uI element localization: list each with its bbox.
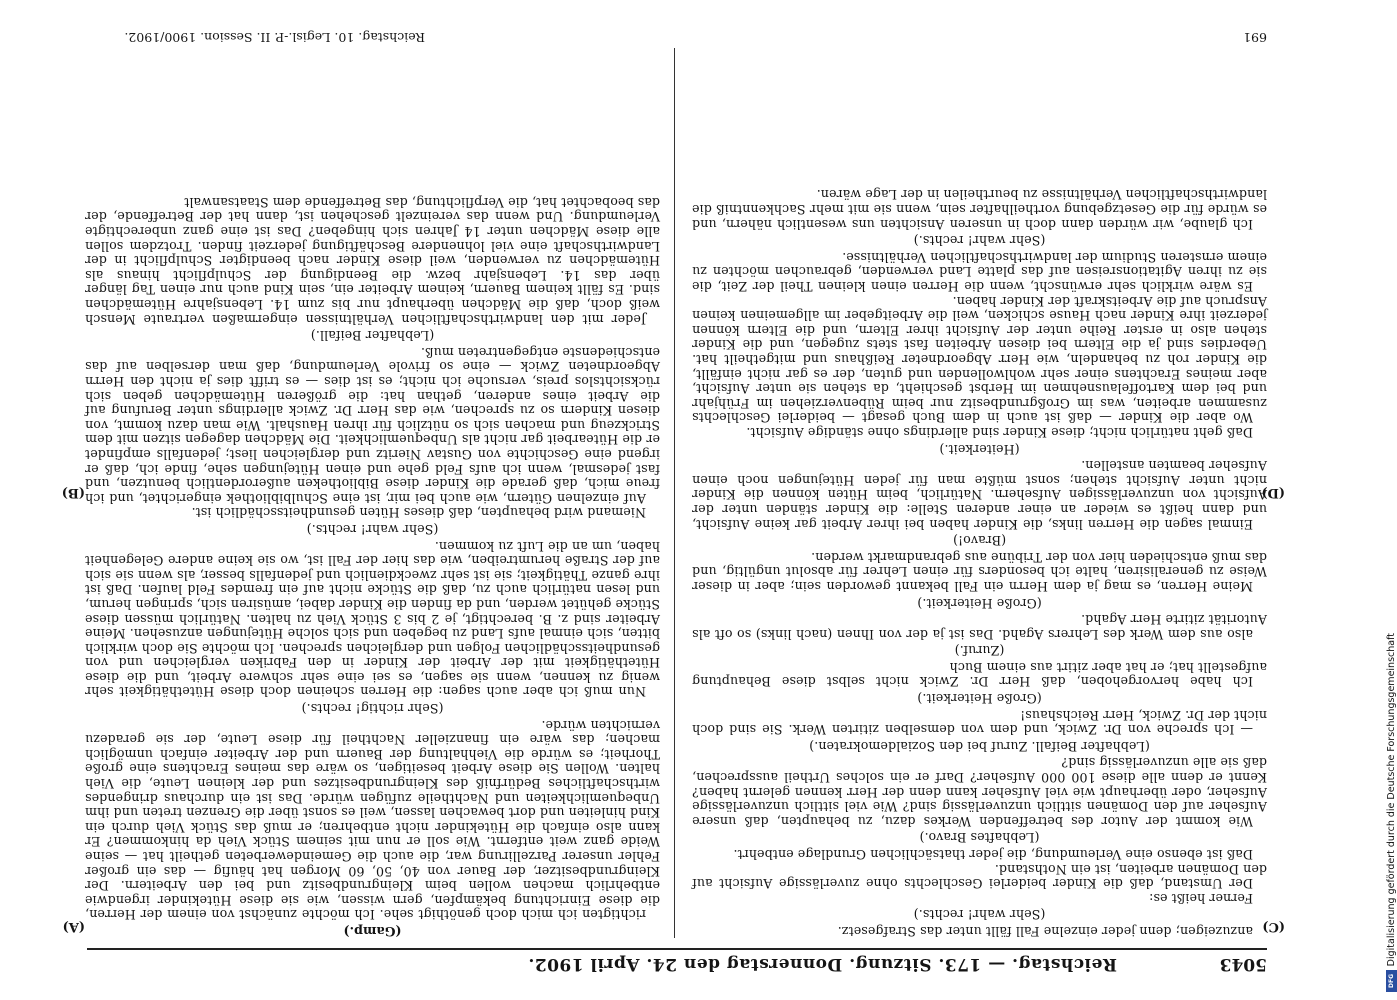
paragraph: Nun muß ich aber auch sagen: die Herren scheinen doch diese Hütethätigkeit sehr wenig zu kennen, wenn sie sagen, es sei eine sehr schwere Arbeit, und die diese Hütethätigkeit mit der Arbeit der Kinder in den Fabriken vergleichen und von gesundheitsschädlichen Folgen und dergleichen sprechen. Ich möchte Sie doch wirklich bitten, sich einmal aufs Land zu begeben und sich solche Hütejungen anzusehen. Meine Arbeiter sind z. B. berechtigt, je 2 bis 3 Stück Vieh zu halten. Natürlich müssen diese Stücke gehütet werden, und da finden die Kinder dabei, amüsiren sich, springen herum, und lesen natürlich auch zu, daß die Stücke nicht auf ein fremdes Feld laufen. Daß ist ihre ganze Thätigkeit; sie ist sehr zweckdienlich und jedenfalls besser, als wenn sie sich auf der Straße herumtreiben, wie das hier der Fall ist, wo sie keine andere Gelegenheit haben, um an die Luft zu kommen. xyxy=(85,538,660,700)
paragraph: Meine Herren, es mag ja dem Herrn ein Fall bekannt geworden sein; aber in dieser Weise zu generalisiren, halte ich besonders für einen Lehrer für absolut ungültig, und das muß entschieden hier von der Tribüne aus gebrandmarkt werden. xyxy=(692,549,1267,594)
margin-mark-d: (D) xyxy=(1261,485,1285,500)
column-divider xyxy=(674,48,675,938)
interjection: (Heiterkeit.) xyxy=(939,441,1020,457)
margin-mark-c: (C) xyxy=(1262,919,1285,934)
paragraph: Wie kommt der Autor des betreffenden Werkes dazu, zu behaupten, daß unsere Aufseher auf den Domänen sittlich unzuverlässig sind? Wie viel sittlich unzuverlässige Aufseher, oder überhaupt wie viel Aufseher kann denn der Herr kennen gelernt haben? Kennt er denn alle diese 100 000 Aufseher? Darf er ein solches Urtheil aussprechen, daß sie alle unzuverlässig sind? xyxy=(692,755,1267,829)
dfg-attribution-text: Digitalisierung gefördert durch die Deutsche Forschungsgemeinschaft xyxy=(1385,632,1397,966)
interjection: (Sehr wahr! rechts.) xyxy=(306,521,439,537)
interjection: (Lebhaftes Bravo.) xyxy=(919,830,1040,846)
interjection: (Sehr wahr! rechts.) xyxy=(913,233,1046,249)
paragraph: Wo aber die Kinder — daß ist auch in dem Buch gesagt — beiderlei Geschlechts zusammen arbeiten, was im Großgrundbesitz nur beim Rübenverziehen im Frühjahr und bei dem Kartoffelausnehmen im Herbst geschieht, da stehen sie unter Aufsicht, aber meines Erachtens einer sehr wohlwollenden und guten, der es gar nicht einfällt, die Kinder roh zu behandeln, wie Herr Abgeordneter Reißhaus und mitgetheilt hat. Ueberdies sind ja die Eltern bei diesen Arbeiten fast stets zugegen, und die Kinder stehen also in erster Reihe unter der Aufsicht ihrer Eltern, und die Eltern können jederzeit ihre Kinder nach Hause schicken, weil die Arbeitgeber im allgemeinen keinen Anspruch auf die Arbeitskraft der Kinder haben. xyxy=(692,293,1267,426)
paragraph: also aus dem Werk des Lehrers Agahd. Das ist ja der von Ihnen (nach links) so oft als Autorität zitirte Herr Agahd. xyxy=(692,612,1267,642)
paragraph: Einmal sagen die Herren links, die Kinder haben bei ihrer Arbeit gar keine Aufsicht, und dann heißt es wieder an einer anderen Stelle: die Kinder ständen unter der Aufsicht von unzuverlässigen Aufsehern. Natürlich, beim Hüten können die Kinder nicht unter Aufsicht stehen; sonst müßte man für jeden Hütejungen noch einen Aufseher beamten anstellen. xyxy=(692,458,1267,532)
page-number: 5043 xyxy=(1219,954,1267,974)
interjection: (Sehr wahr! rechts.) xyxy=(913,907,1046,923)
paragraph: Auf einzelnen Gütern, wie auch bei mir, ist eine Schulbibliothek eingerichtet, und ich freue mich, daß gerade die Kinder diese Bibliotheken außerordentlich benutzen, und fast jedesmal, wenn ich aufs Feld gehe und einen Hütejungen sehe, finde ich, daß er irgend eine Geschichte von Gustav Nieritz und dergleichen liest; jedenfalls empfindet er die Hütearbeit gar nicht als Unbequemlichkeit. Die Mädchen dagegen sitzen mit dem Strickzeug und machen sich so nützlich für ihren Haushalt. Wie man dazu kommt, von diesen Kindern so zu sprechen, wie das Herr Dr. Zwick allerdings unter Berufung auf die Arbeit eines anderen, gethan hat: die größeren Hütemädchen geben sich rücksichtslos preis, versuche ich nicht; es ist dies — es trifft dies ja nicht den Herrn Abgeordneten Zwick — eine so frivole Verleumdung, daß man derselben auf das entschiedenste entgegentreten muß. xyxy=(85,344,660,506)
interjection: (Zuruf.) xyxy=(954,643,1005,659)
interjection: (Lebhafter Beifall.) xyxy=(310,328,435,344)
interjection: (Lebhafter Beifall. Zuruf bei den Sozialdemokraten.) xyxy=(809,738,1150,754)
margin-mark-a: (A) xyxy=(62,919,85,934)
interjection: (Bravo!) xyxy=(952,533,1007,549)
paragraph: Es wäre wirklich sehr erwünscht, wenn die Herren einen kleinen Theil der Zeit, die sie zu ihren Agitationsreisen auf das platte Land verwenden, gebrauchen möchten zu einem ernsteren Studium der landwirthschaftlichen Verhältnisse. xyxy=(692,249,1267,295)
page-title: Reichstag. — 173. Sitzung. Donnerstag den 24. April 1902. xyxy=(527,954,1117,974)
paragraph: Daß ist ebenso eine Verleumdung, die jeder thatsächlichen Grundlage entbehrt. xyxy=(733,847,1253,863)
interjection: (Große Heiterkeit.) xyxy=(917,691,1042,707)
interjection: (Sehr richtig! rechts.) xyxy=(301,701,444,717)
page-footer-session: Reichstag. 10. Legisl.-P. II. Session. 1900/1902. xyxy=(124,30,425,45)
paragraph: Ferner heißt es: xyxy=(1149,890,1253,906)
interjection: (Große Heiterkeit.) xyxy=(917,595,1042,611)
paragraph: Ich glaube, wir würden dann doch in unseren Ansichten uns wesentlich nähern, und es würde für die Gesetzgebung vortheilhafter sein, wenn sie mit mehr Sachkenntniß die landwirthschaftlichen Verhältnisse zu beurtheilen in der Lage wären. xyxy=(692,187,1267,232)
paragraph: Ich habe hervorgehoben, daß Herr Dr. Zwick nicht selbst diese Behauptung aufgestellt hat; er hat aber zitirt aus einem Buch xyxy=(692,659,1267,690)
paragraph: Niemand wird behaupten, daß dieses Hüten gesundheitsschädlich ist. xyxy=(191,505,646,521)
paragraph: anzuzeigen; denn jeder einzelne Fall fällt unter das Strafgesetz. xyxy=(837,924,1253,939)
dfg-attribution-strip xyxy=(1385,0,1397,1000)
left-text-column xyxy=(85,194,660,938)
paragraph: Der Umstand, daß die Kinder beiderlei Geschlechts ohne zuverlässige Aufsicht auf den Domänen arbeiten, ist ein Nothstand. xyxy=(692,861,1267,892)
dfg-logo-icon: DFG xyxy=(1386,970,1397,992)
paragraph: Jeder mit den landwirthschaftlichen Verhältnissen eingermaßen vertraute Mensch weiß doch, daß die Mädchen überhaupt nur bis zum 14. Lebensjahre Hütemädchen sind. Es fällt keinem Bauern, keinem Arbeiter ein, sein Kind auch nur einen Tag länger über das 14. Lebensjahr bezw. die Beendigung der Schulpflicht hinaus als Hütemädchen zu verwenden, weil diese Kinder nach beendigter Schulpflicht in der Landwirthschaft eine viel lohnendere Beschäftigung jederzeit finden. Trotzdem sollen alle diese Mädchen unter 14 Jahren sich hingeben? Das ist eine ganz unberechtigte Verleumdung. Und wenn das vereinzelt geschehen ist, dann hat der Betreffende, der das beobachtet hat, die Verpflichtung, das Betreffende dem Staatsanwalt xyxy=(85,194,660,327)
speaker-name: (Gamp.) xyxy=(343,924,402,939)
page-header xyxy=(87,948,1267,980)
right-text-column xyxy=(692,187,1267,938)
margin-mark-b: (B) xyxy=(61,485,85,500)
paragraph: Daß geht natürlich nicht; diese Kinder sind allerdings ohne ständige Aufsicht. xyxy=(746,425,1253,440)
paragraph: richtigten ich mich doch genöthigt sehe. Ich möchte zunächst von einem der Herren, die diese Einrichtung bekämpfen, gern wissen, wie sie diese Hütekinder irgendwie entbehrlich machen wollen beim Kleingrundbesitz und bei den Arbeitern. Der Kleingrundbesitzer, der Bauer von 40, 50, 60 Morgen hat häufig — das ein großer Fehler unserer Parzellirung war, die auch die Gemeindewerbeten getheilt hat — seine Weide ganz weit entfernt. Wie soll er nun mit seinem Stück Vieh da hinkommen? Er kann also einfach die Hütekinder nicht entbehren; er muß das Stück Vieh durch ein Kind hinleiten und dort bewachen lassen, weil es sonst über die Grenzen treten und ihm Unbequemlichkeiten und Nachtheile zufügen würde. Das ist ein durchaus dringendes wirthschaftliches Bedürfniß des Kleingrundbesitzes und der kleinen Leute, die Vieh halten. Wollen Sie diese Arbeit beseitigen, so wäre das meines Erachtens eine große Thorheit; es würde die Viehhaltung der Bauern und der Arbeiter einfach unmöglich machen; das wäre ein finanzieller Nachtheil für diese Leute, der sie geradezu vernichten würde. xyxy=(85,717,660,923)
paragraph: — Ich spreche von Dr. Zwick, und dem von demselben zitirten Werk. Sie sind doch nicht der Dr. Zwick, Herr Reichshaus! xyxy=(692,707,1267,738)
page-footer-number: 691 xyxy=(1243,30,1267,45)
